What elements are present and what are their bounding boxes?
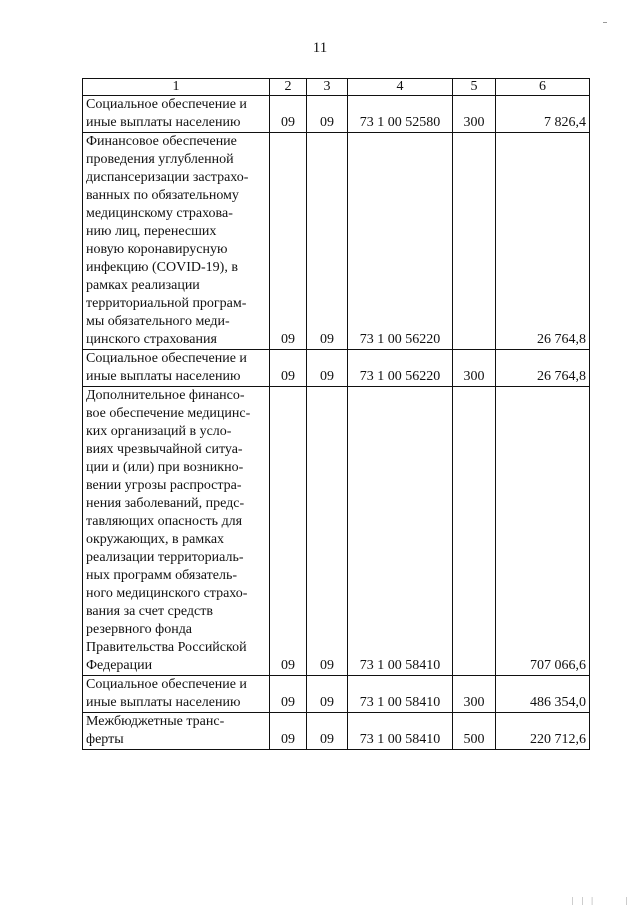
row-subsection: 09: [307, 387, 348, 676]
row-target-code: 73 1 00 52580: [348, 96, 453, 133]
row-expense-type: 500: [453, 713, 496, 750]
table-row: [83, 387, 590, 676]
row-name: Социальное обеспечение и иные выплаты населению: [83, 676, 270, 713]
row-name: Межбюджетные транс- ферты: [83, 713, 270, 750]
row-target-code: 73 1 00 58410: [348, 387, 453, 676]
row-amount: 220 712,6: [496, 713, 590, 750]
scan-marks: | | | |: [572, 896, 631, 905]
table-row: [83, 96, 590, 133]
row-amount: 486 354,0: [496, 676, 590, 713]
row-amount: 26 764,8: [496, 133, 590, 350]
row-subsection: 09: [307, 713, 348, 750]
column-header-2: 2: [270, 79, 307, 96]
column-header-1: 1: [83, 79, 270, 96]
row-name: Социальное обеспечение и иные выплаты населению: [83, 96, 270, 133]
table-row: [83, 133, 590, 350]
row-target-code: 73 1 00 56220: [348, 133, 453, 350]
row-section: 09: [270, 96, 307, 133]
row-name: Дополнительное финансо- вое обеспечение медицинс- ких организаций в усло- виях чрезвычайной ситуа- ции и (или) при возникно- вении угрозы распростра- нения заболеваний, предс- тавляющих опасность для окружающих, в рамках реализации территориаль- ных программ обязатель- ного медицинского страхо- вания за счет средств резервного фонда Правительства Российской Федерации: [83, 387, 270, 676]
row-expense-type: [453, 133, 496, 350]
row-expense-type: 300: [453, 350, 496, 387]
table-header-row: [83, 79, 590, 96]
row-section: 09: [270, 387, 307, 676]
row-section: 09: [270, 350, 307, 387]
row-target-code: 73 1 00 58410: [348, 713, 453, 750]
table-row: [83, 713, 590, 750]
row-amount: 707 066,6: [496, 387, 590, 676]
row-subsection: 09: [307, 350, 348, 387]
page-number: 11: [312, 40, 328, 56]
scan-artifact: [603, 22, 607, 23]
row-expense-type: 300: [453, 676, 496, 713]
row-subsection: 09: [307, 133, 348, 350]
column-header-3: 3: [307, 79, 348, 96]
row-section: 09: [270, 133, 307, 350]
row-name: Социальное обеспечение и иные выплаты населению: [83, 350, 270, 387]
row-expense-type: 300: [453, 96, 496, 133]
row-subsection: 09: [307, 676, 348, 713]
table-row: [83, 676, 590, 713]
column-header-5: 5: [453, 79, 496, 96]
row-expense-type: [453, 387, 496, 676]
row-section: 09: [270, 676, 307, 713]
column-header-4: 4: [348, 79, 453, 96]
row-target-code: 73 1 00 56220: [348, 350, 453, 387]
column-header-6: 6: [496, 79, 590, 96]
row-section: 09: [270, 713, 307, 750]
row-name: Финансовое обеспечение проведения углубленной диспансеризации застрахо- ванных по обязательному медицинскому страхова- нию лиц, перенесших новую коронавирусную инфекцию (COVID-19), в рамках реализации территориальной програм- мы обязательного меди- цинского страхования: [83, 133, 270, 350]
row-amount: 7 826,4: [496, 96, 590, 133]
row-amount: 26 764,8: [496, 350, 590, 387]
budget-table: [82, 78, 590, 750]
table-row: [83, 350, 590, 387]
row-target-code: 73 1 00 58410: [348, 676, 453, 713]
row-subsection: 09: [307, 96, 348, 133]
